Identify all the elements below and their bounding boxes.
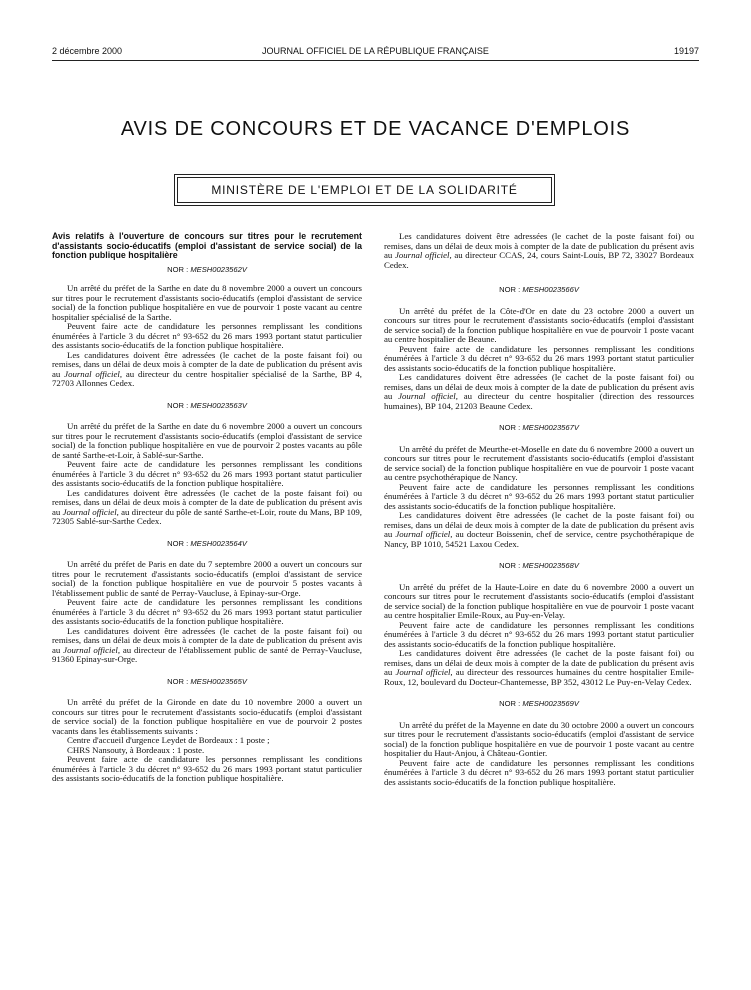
establishment-item: Centre d'accueil d'urgence Leydet de Bordeaux : 1 poste ; <box>67 735 270 746</box>
right-column <box>384 232 694 787</box>
nor-code: MESH0023568V <box>522 561 579 570</box>
nor-label: NOR : <box>499 699 521 708</box>
notice-paragraph: Les candidatures doivent être adressées (le cachet de la poste faisant foi) ou remises, dans un délai de deux mois à compter de la date de publication du présent avis au Journal officiel, au docteur Boissenin, chef de service, centre psychothérapique de Nancy, BP 1010, 54521 Laxou Cedex. <box>384 510 694 549</box>
header-journal-title: JOURNAL OFFICIEL DE LA RÉPUBLIQUE FRANÇAISE <box>262 46 489 56</box>
ministry-box: MINISTÈRE DE L'EMPLOI ET DE LA SOLIDARITÉ <box>177 177 552 203</box>
notice-paragraph: Peuvent faire acte de candidature les personnes remplissant les conditions énumérées à l'article 3 du décret n° 93-652 du 26 mars 1993 portant statut particulier des assistants socio-éducatifs de la fonction publique hospitalière. <box>384 619 694 649</box>
nor-reference <box>384 285 694 295</box>
nor-code: MESH0023565V <box>190 676 247 686</box>
nor-label: NOR : <box>167 264 189 274</box>
notice-paragraph: Peuvent faire acte de candidature les personnes remplissant les conditions énumérées à l'article 3 du décret n° 93-652 du 26 mars 1993 portant statut particulier des assistants socio-éducatifs de la fonction publique hospitalière. <box>384 757 694 787</box>
notice-paragraph: Les candidatures doivent être adressées (le cachet de la poste faisant foi) ou remises, dans un délai de deux mois à compter de la date de publication du présent avis au Journal officiel, au directeur des ressources humaines du centre hospitalier Emile-Roux, 12, boulevard du Docteur-Chantemesse, BP 352, 43012 Le Puy-en-Velay Cedex. <box>384 648 694 687</box>
nor-reference <box>384 699 694 709</box>
notice-paragraph: Un arrêté du préfet de la Gironde en date du 10 novembre 2000 a ouvert un concours sur titres pour le recrutement d'assistants socio-éducatifs (emploi d'assistant de service social) de la fonction publique hospitalière en vue de pourvoir 2 postes vacants dans les établissements suivants : <box>52 697 362 736</box>
nor-reference <box>52 539 362 549</box>
nor-reference <box>384 561 694 571</box>
notice-paragraph: Peuvent faire acte de candidature les personnes remplissant les conditions énumérées à l'article 3 du décret n° 93-652 du 26 mars 1993 portant statut particulier des assistants socio-éducatifs de la fonction publique hospitalière. <box>384 343 694 373</box>
nor-code: MESH0023567V <box>522 423 579 432</box>
establishment-item: CHRS Nansouty, à Bordeaux : 1 poste. <box>67 744 205 755</box>
page-header <box>52 46 699 61</box>
notice-paragraph: Peuvent faire acte de candidature les personnes remplissant les conditions énumérées à l'article 3 du décret n° 93-652 du 26 mars 1993 portant statut particulier des assistants socio-éducatifs de la fonction publique hospitalière. <box>384 481 694 511</box>
nor-label: NOR : <box>167 676 189 686</box>
header-page-number: 19197 <box>673 46 699 56</box>
header-date: 2 décembre 2000 <box>52 46 123 56</box>
nor-reference <box>384 423 694 433</box>
nor-reference <box>52 401 362 411</box>
section-heading: Avis relatifs à l'ouverture de concours sur titres pour le recrutement d'assistants socio-éducatifs (emploi d'assistant de service social) de la fonction publique hospitalière <box>52 231 362 261</box>
nor-code: MESH0023562V <box>190 264 247 274</box>
nor-reference <box>52 677 362 687</box>
nor-label: NOR : <box>167 400 189 410</box>
page-title: AVIS DE CONCOURS ET DE VACANCE D'EMPLOIS <box>120 118 631 140</box>
notice-paragraph: Un arrêté du préfet de la Côte-d'Or en date du 23 octobre 2000 a ouvert un concours sur titres pour le recrutement d'assistants socio-éducatifs (emploi d'assistant de service social) de la fonction publique hospitalière en vue de pourvoir 1 poste vacant au centre hospitalier de Beaune. <box>384 305 694 344</box>
notice-paragraph: Peuvent faire acte de candidature les personnes remplissant les conditions énumérées à l'article 3 du décret n° 93-652 du 26 mars 1993 portant statut particulier des assistants socio-éducatifs de la fonction publique hospitalière. <box>52 321 362 351</box>
left-column <box>52 232 362 784</box>
notice-paragraph: Un arrêté du préfet de Meurthe-et-Moselle en date du 6 novembre 2000 a ouvert un concours sur titres pour le recrutement d'assistants socio-éducatifs (emploi d'assistant de service social) de la fonction publique hospitalière en vue de pourvoir 1 poste vacant au centre psychothérapique de Nancy. <box>384 443 694 482</box>
notice-paragraph: Les candidatures doivent être adressées (le cachet de la poste faisant foi) ou remises, dans un délai de deux mois à compter de la date de publication du présent avis au Journal officiel, au directeur CCAS, 24, cours Saint-Louis, BP 72, 33027 Bordeaux Cedex. <box>384 231 694 270</box>
nor-code: MESH0023564V <box>190 538 247 548</box>
notice-paragraph: Les candidatures doivent être adressées (le cachet de la poste faisant foi) ou remises, dans un délai de deux mois à compter de la date de publication du présent avis au Journal officiel, au directeur du pôle de santé Sarthe-et-Loir, route du Mans, BP 109, 72305 Sablé-sur-Sarthe Cedex. <box>52 487 362 527</box>
notice-paragraph: Un arrêté du préfet de la Haute-Loire en date du 6 novembre 2000 a ouvert un concours sur titres pour le recrutement d'assistants socio-éducatifs (emploi d'assistant de service social) de la fonction publique hospitalière en vue de pourvoir 1 poste vacant au centre hospitalier Emile-Roux, au Puy-en-Velay. <box>384 581 694 620</box>
nor-label: NOR : <box>167 538 189 548</box>
notice-paragraph: Les candidatures doivent être adressées (le cachet de la poste faisant foi) ou remises, dans un délai de deux mois à compter de la date de publication du présent avis au Journal officiel, au directeur de l'établissement public de santé de Perray-Vaucluse, 91360 Epinay-sur-Orge. <box>52 625 362 665</box>
notice-paragraph: Un arrêté du préfet de la Mayenne en date du 30 octobre 2000 a ouvert un concours sur titres pour le recrutement d'assistants socio-éducatifs (emploi d'assistant de service social) de la fonction publique hospitalière en vue de pourvoir 1 poste vacant au centre hospitalier du Haut-Anjou, à Château-Gontier. <box>384 719 694 758</box>
notice-paragraph: Un arrêté du préfet de la Sarthe en date du 6 novembre 2000 a ouvert un concours sur titres pour le recrutement d'assistants socio-éducatifs (emploi d'assistant de service social) de la fonction publique hospitalière en vue de pourvoir 2 postes vacants au pôle de santé Sarthe-et-Loir, à Sablé-sur-Sarthe. <box>52 421 362 460</box>
notice-paragraph: Les candidatures doivent être adressées (le cachet de la poste faisant foi) ou remises, dans un délai de deux mois à compter de la date de publication du présent avis au Journal officiel, au directeur du centre hospitalier spécialisé de la Sarthe, BP 4, 72703 Allonnes Cedex. <box>52 349 362 389</box>
notice-paragraph: Un arrêté du préfet de la Sarthe en date du 8 novembre 2000 a ouvert un concours sur titres pour le recrutement d'assistants socio-éducatifs (emploi d'assistant de service social) de la fonction publique hospitalière en vue de pourvoir 1 poste vacant au centre hospitalier spécialisé de la Sarthe. <box>52 283 362 322</box>
nor-label: NOR : <box>499 285 521 294</box>
nor-label: NOR : <box>499 561 521 570</box>
notice-paragraph: Les candidatures doivent être adressées (le cachet de la poste faisant foi) ou remises, dans un délai de deux mois à compter de la date de publication du présent avis au Journal officiel, au directeur du centre hospitalier (direction des ressources humaines), BP 104, 21203 Beaune Cedex. <box>384 372 694 411</box>
nor-code: MESH0023569V <box>522 699 579 708</box>
nor-code: MESH0023566V <box>522 285 579 294</box>
notice-paragraph: Un arrêté du préfet de Paris en date du 7 septembre 2000 a ouvert un concours sur titres pour le recrutement d'assistants socio-éducatifs (emploi d'assistant de service social) de la fonction publique hospitalière en vue de pourvoir 5 postes vacants à l'établissement public de santé de Perray-Vaucluse, à Epinay-sur-Orge. <box>52 559 362 598</box>
nor-reference <box>52 265 362 275</box>
notice-paragraph: Peuvent faire acte de candidature les personnes remplissant les conditions énumérées à l'article 3 du décret n° 93-652 du 26 mars 1993 portant statut particulier des assistants socio-éducatifs de la fonction publique hospitalière. <box>52 754 362 784</box>
nor-label: NOR : <box>499 423 521 432</box>
nor-code: MESH0023563V <box>190 400 247 410</box>
notice-paragraph: Peuvent faire acte de candidature les personnes remplissant les conditions énumérées à l'article 3 du décret n° 93-652 du 26 mars 1993 portant statut particulier des assistants socio-éducatifs de la fonction publique hospitalière. <box>52 597 362 627</box>
notice-paragraph: Peuvent faire acte de candidature les personnes remplissant les conditions énumérées à l'article 3 du décret n° 93-652 du 26 mars 1993 portant statut particulier des assistants socio-éducatifs de la fonction publique hospitalière. <box>52 459 362 489</box>
